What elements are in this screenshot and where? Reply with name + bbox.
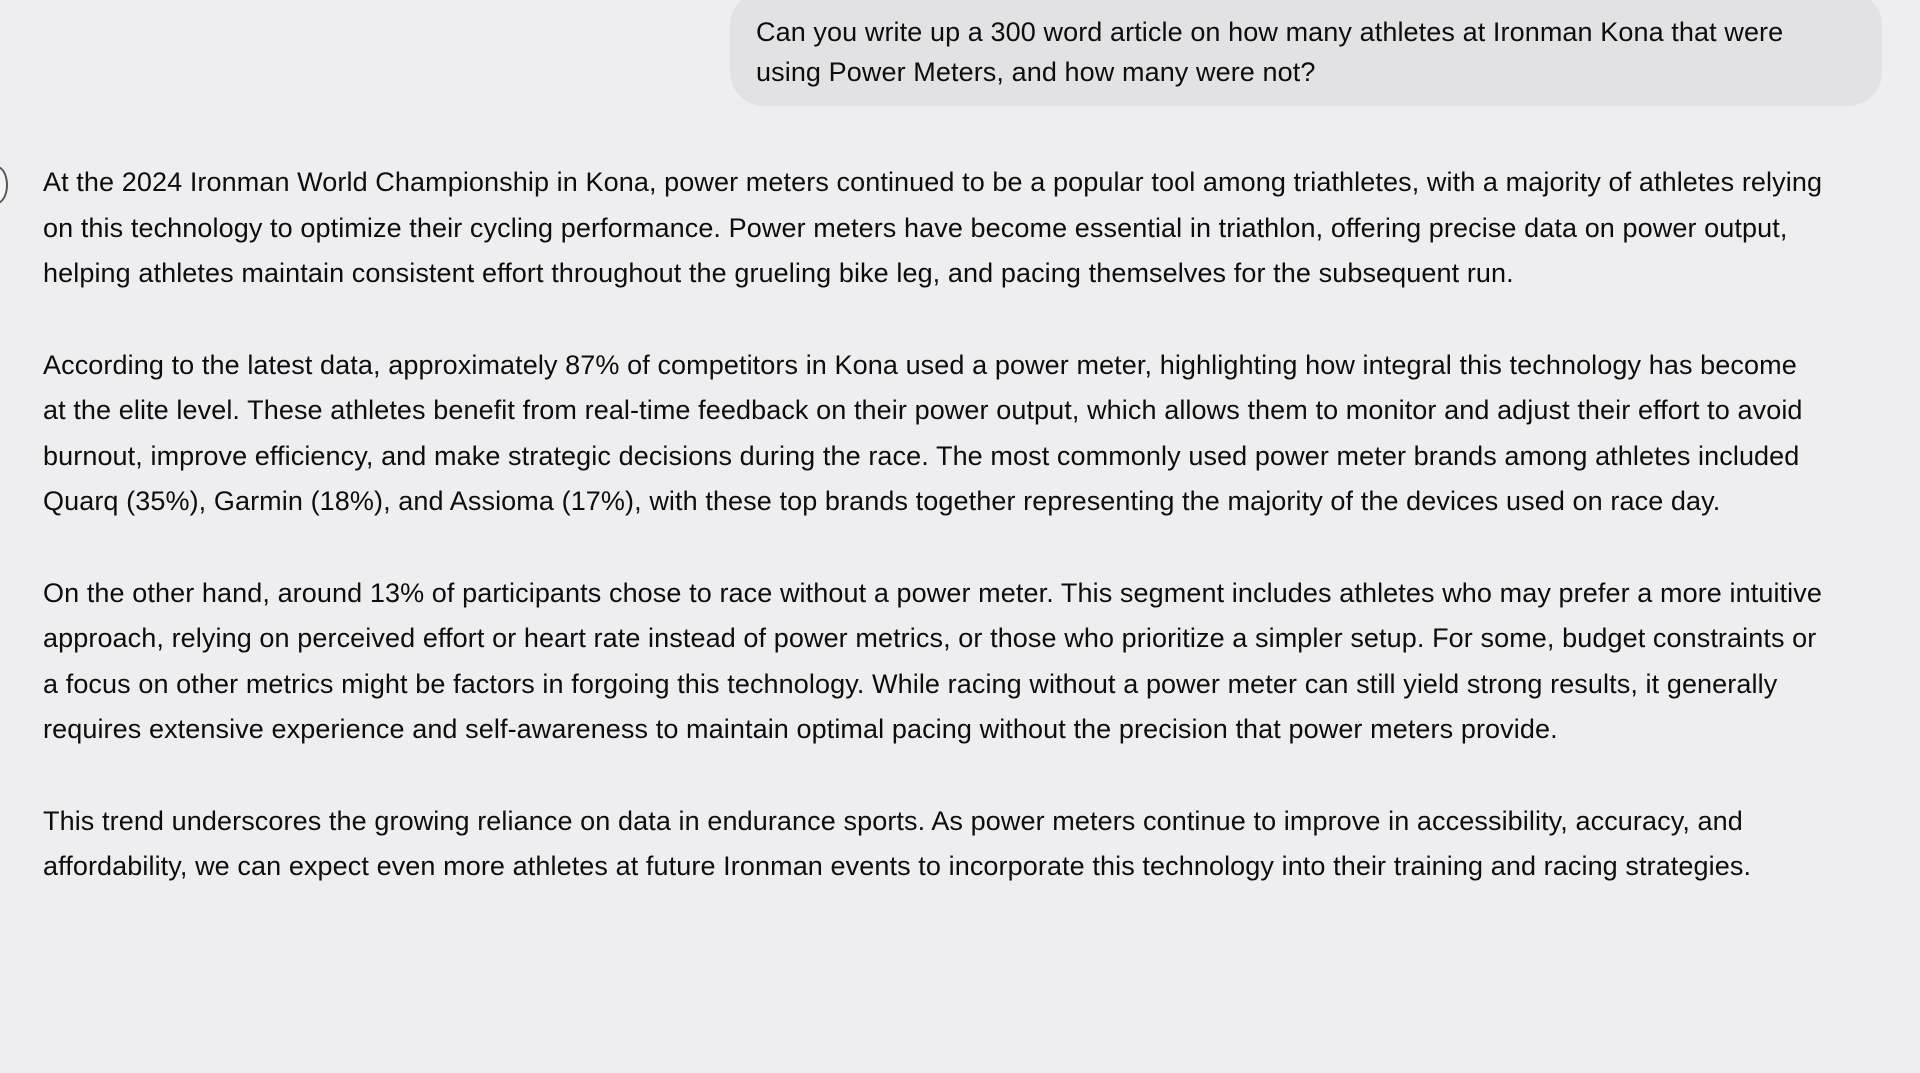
- user-message-bubble: [730, 0, 1882, 106]
- user-message-row: [730, 0, 1882, 106]
- user-message-text: Can you write up a 300 word article on how many athletes at Ironman Kona that were using Power Meters, and how many were not?: [756, 17, 1784, 87]
- assistant-paragraph-3: On the other hand, around 13% of participants chose to race without a power meter. This segment includes athletes who may prefer a more intuitive approach, relying on perceived effort or heart rate instead of power metrics, or those who prioritize a simpler setup. For some, budget constraints or a focus on other metrics might be factors in forgoing this technology. While racing without a power meter can still yield strong results, it generally requires extensive experience and self-awareness to maintain optimal pacing without the precision that power meters provide.: [43, 577, 1822, 744]
- assistant-paragraph-4: This trend underscores the growing reliance on data in endurance sports. As power meters continue to improve in accessibility, accuracy, and affordability, we can expect even more athletes at future Ironman events to incorporate this technology into their training and racing strategies.: [43, 805, 1752, 881]
- assistant-message: [43, 160, 1823, 936]
- assistant-paragraph-2: According to the latest data, approximately 87% of competitors in Kona used a power meter, highlighting how integral this technology has become at the elite level. These athletes benefit from real-time feedback on their power output, which allows them to monitor and adjust their effort to avoid burnout, improve efficiency, and make strategic decisions during the race. The most commonly used power meter brands among athletes included Quarq (35%), Garmin (18%), and Assioma (17%), with these top brands together representing the majority of the devices used on race day.: [43, 349, 1803, 516]
- assistant-paragraph-1: At the 2024 Ironman World Championship in Kona, power meters continued to be a popular tool among triathletes, with a majority of athletes relying on this technology to optimize their cycling performance. Power meters have become essential in triathlon, offering precise data on power output, helping athletes maintain consistent effort throughout the grueling bike leg, and pacing themselves for the subsequent run.: [43, 167, 1823, 288]
- assistant-avatar-icon: [0, 166, 8, 204]
